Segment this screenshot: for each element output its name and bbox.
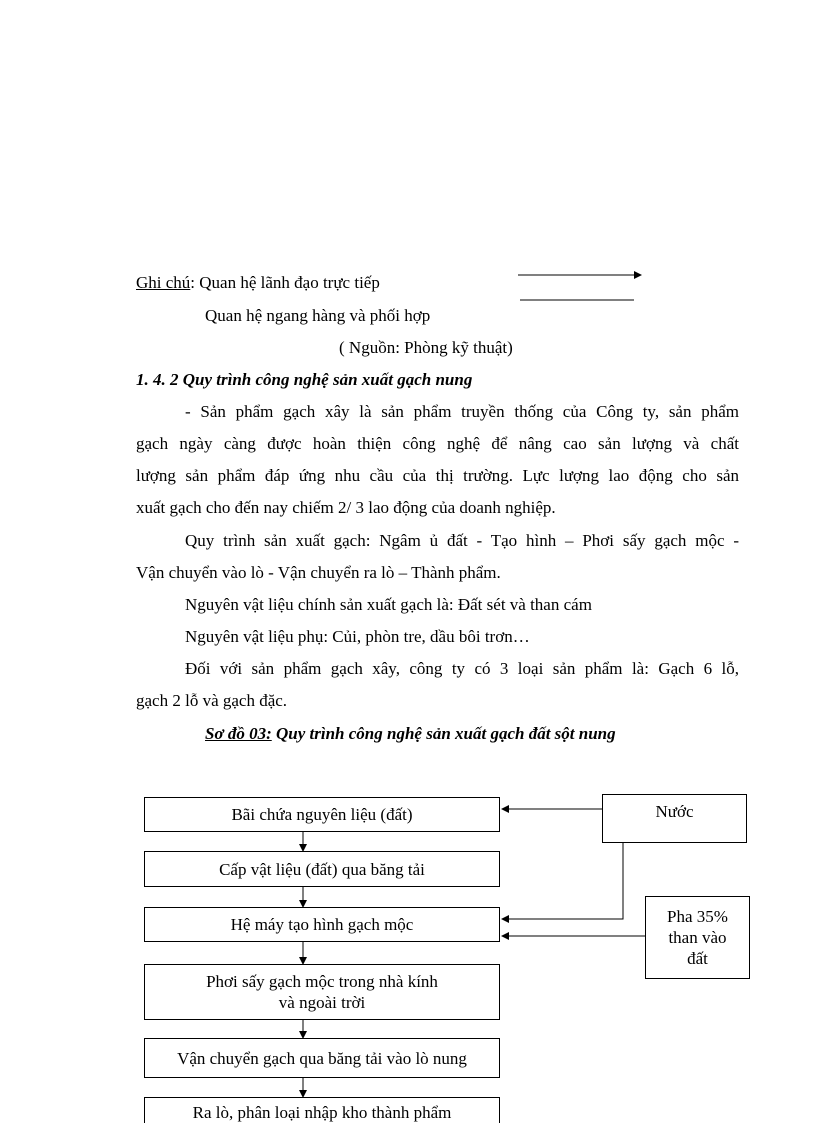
step-kiln-transport: Vận chuyển gạch qua băng tải vào lò nung (144, 1038, 500, 1078)
para2-line-1: Quy trình sản xuất gạch: Ngâm ủ đất - Tạo hình – Phơi sấy gạch mộc - (185, 531, 739, 550)
para2-line-2: Vận chuyển vào lò - Vận chuyển ra lò – Thành phẩm. (136, 563, 501, 582)
note-label: Ghi chú (136, 273, 191, 292)
legend-peer-relation: Quan hệ ngang hàng và phối hợp (205, 306, 431, 325)
step-material-storage: Bãi chứa nguyên liệu (đất) (144, 797, 500, 832)
section-heading: 1. 4. 2 Quy trình công nghệ sản xuất gạch nung (136, 370, 473, 389)
direct-relation-text: : Quan hệ lãnh đạo trực tiếp (190, 273, 380, 292)
para1-line-1: - Sản phẩm gạch xây là sản phẩm truyền thống của Công ty, sản phẩm (185, 402, 739, 421)
step-forming-machine: Hệ máy tạo hình gạch mộc (144, 907, 500, 942)
para1-line-4: xuất gạch cho đến nay chiếm 2/ 3 lao động của doanh nghiệp. (136, 498, 556, 517)
para1-line-2: gạch ngày càng được hoàn thiện công nghệ để nâng cao sản lượng và chất (136, 434, 739, 453)
diagram-title-text: Quy trình công nghệ sản xuất gạch đất sột nung (271, 724, 616, 743)
para4: Nguyên vật liệu phụ: Củi, phòn tre, dầu bôi trơn… (185, 627, 530, 646)
step-conveyor-feed: Cấp vật liệu (đất) qua băng tải (144, 851, 500, 887)
para3: Nguyên vật liệu chính sản xuất gạch là: Đất sét và than cám (185, 595, 592, 614)
coal-mix-box: Pha 35% than vào đất (645, 896, 750, 979)
step-drying: Phơi sấy gạch mộc trong nhà kính và ngoài trời (144, 964, 500, 1020)
diagram-title-label: Sơ đồ 03: (205, 724, 272, 743)
para1-line-3: lượng sản phẩm đáp ứng nhu cầu của thị trường. Lực lượng lao động cho sản (136, 466, 739, 485)
step-output-storage: Ra lò, phân loại nhập kho thành phẩm (144, 1097, 500, 1123)
source-note: ( Nguồn: Phòng kỹ thuật) (339, 338, 513, 357)
para5-line-2: gạch 2 lỗ và gạch đặc. (136, 691, 288, 710)
para5-line-1: Đối với sản phẩm gạch xây, công ty có 3 loại sản phẩm là: Gạch 6 lỗ, (185, 659, 739, 678)
water-box: Nước (602, 794, 747, 843)
water-to-forming-line (502, 843, 623, 919)
